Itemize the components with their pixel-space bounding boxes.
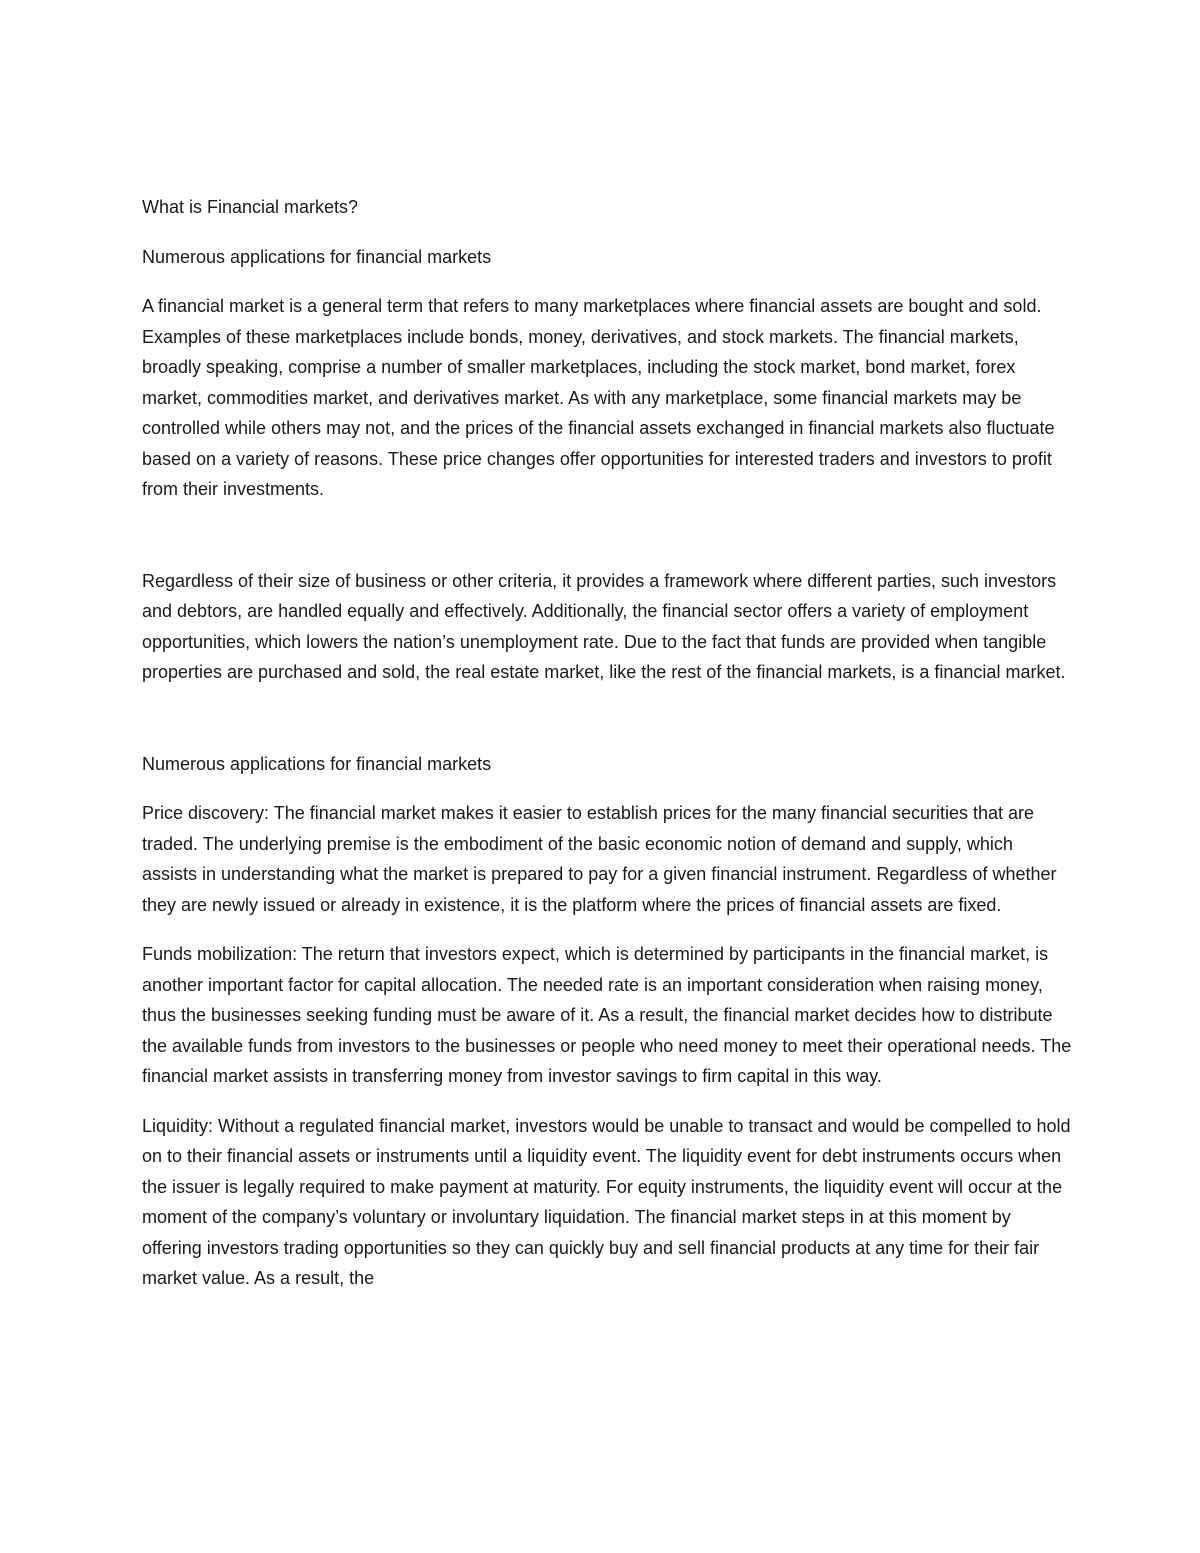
- paragraph: Funds mobilization: The return that investors expect, which is determined by participants in the financial market, is another important factor for capital allocation. The needed rate is an important consideration when raising money, thus the businesses seeking funding must be aware of it. As a result, the financial market decides how to distribute the available funds from investors to the businesses or people who need money to meet their operational needs. The financial market assists in transferring money from investor savings to firm capital in this way.: [142, 944, 1072, 1086]
- document-title: What is Financial markets?: [142, 197, 359, 217]
- document-body: [142, 192, 1072, 1313]
- paragraph: A financial market is a general term that refers to many marketplaces where financial assets are bought and sold. Examples of these marketplaces include bonds, money, derivatives, and stock markets. The financial markets, broadly speaking, comprise a number of smaller marketplaces, including the stock market, bond market, forex market, commodities market, and derivatives market. As with any marketplace, some financial markets may be controlled while others may not, and the prices of the financial assets exchanged in financial markets also fluctuate based on a variety of reasons. These price changes offer opportunities for interested traders and investors to profit from their investments.: [142, 296, 1055, 499]
- blank-line: [142, 707, 1072, 749]
- paragraph: Regardless of their size of business or other criteria, it provides a framework where different parties, such investors and debtors, are handled equally and effectively. Additionally, the financial sector offers a variety of employment opportunities, which lowers the nation’s unemployment rate. Due to the fact that funds are provided when tangible properties are purchased and sold, the real estate market, like the rest of the financial markets, is a financial market.: [142, 570, 1066, 682]
- blank-line: [142, 524, 1072, 566]
- paragraph: Liquidity: Without a regulated financial market, investors would be unable to transact and would be compelled to hold on to their financial assets or instruments until a liquidity event. The liquidity event for debt instruments occurs when the issuer is legally required to make payment at maturity. For equity instruments, the liquidity event will occur at the moment of the company’s voluntary or involuntary liquidation. The financial market steps in at this moment by offering investors trading opportunities so they can quickly buy and sell financial products at any time for their fair market value. As a result, the: [142, 1115, 1071, 1288]
- section-heading: Numerous applications for financial markets: [142, 753, 492, 774]
- paragraph: Price discovery: The financial market makes it easier to establish prices for the many financial securities that are traded. The underlying premise is the embodiment of the basic economic notion of demand and supply, which assists in understanding what the market is prepared to pay for a given financial instrument. Regardless of whether they are newly issued or already in existence, it is the platform where the prices of financial assets are fixed.: [142, 803, 1057, 915]
- section-heading: Numerous applications for financial markets: [142, 246, 492, 267]
